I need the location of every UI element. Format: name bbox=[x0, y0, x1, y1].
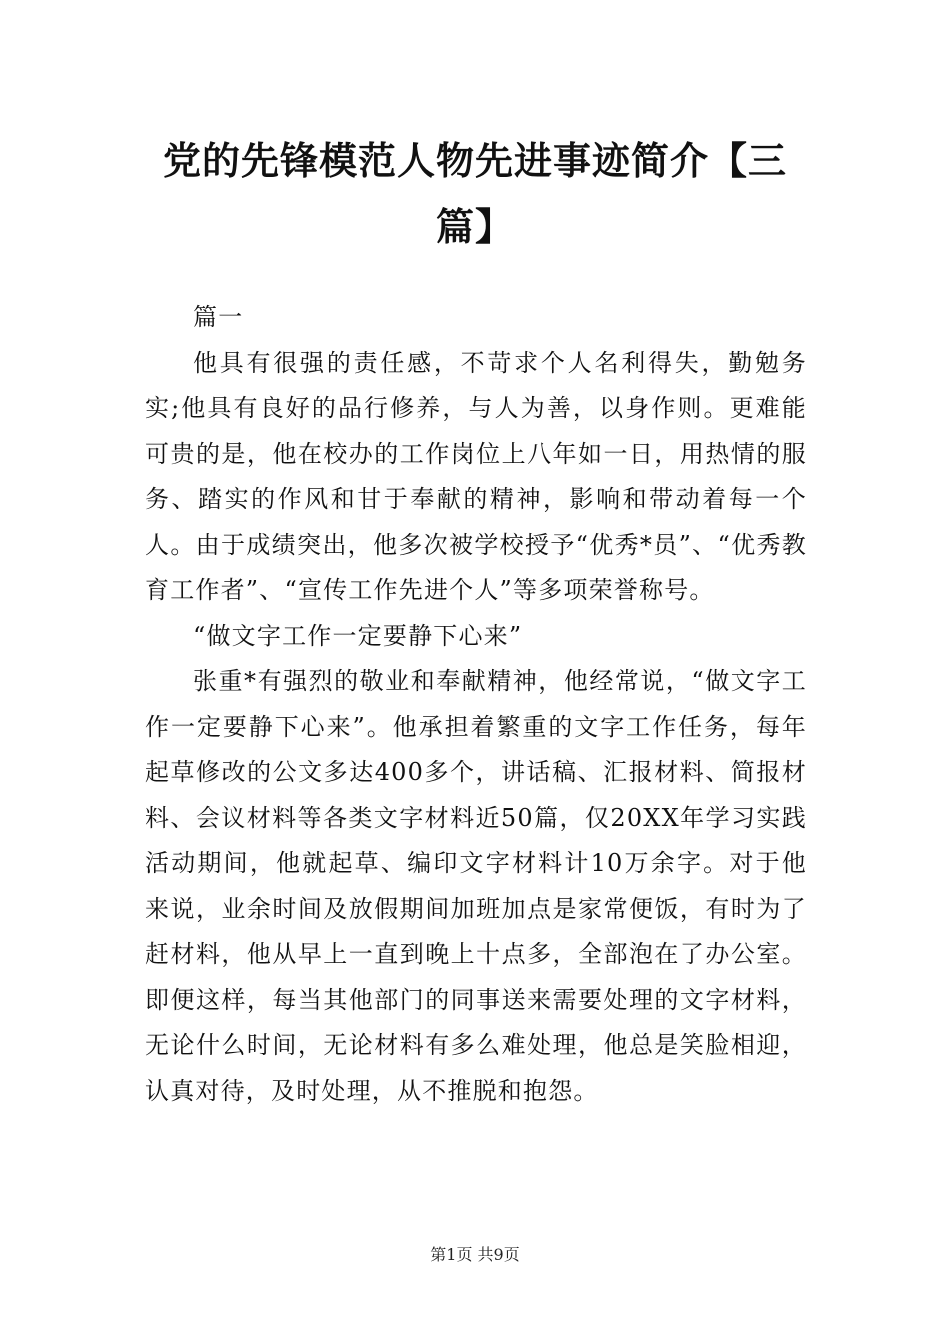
section-label: 篇一 bbox=[193, 303, 244, 331]
paragraph-2: 张重*有强烈的敬业和奉献精神，他经常说，“做文字工作一定要静下心来”。他承担着繁重的文字工作任务，每年起草修改的公文多达400多个，讲话稿、汇报材料、简报材料、会议材料等各类文字材料近50篇，仅20XX年学习实践活动期间，他就起草、编印文字材料计10万余字。对于他来说，业余时间及放假期间加班加点是家常便饭，有时为了赶材料，他从早上一直到晚上十点多，全部泡在了办公室。即便这样，每当其他部门的同事送来需要处理的文字材料，无论什么时间，无论材料有多么难处理，他总是笑脸相迎，认真对待，及时处理，从不推脱和抱怨。 bbox=[145, 667, 807, 1105]
document-title: 党的先锋模范人物先进事迹简介【三篇】 bbox=[162, 138, 787, 249]
page-footer: 第1页 共9页 bbox=[430, 1245, 520, 1264]
subheading-quote: “做文字工作一定要静下心来” bbox=[193, 621, 523, 650]
document-body bbox=[145, 295, 807, 1114]
paragraph-1: 他具有很强的责任感，不苛求个人名利得失，勤勉务实;他具有良好的品行修养，与人为善，以身作则。更难能可贵的是，他在校办的工作岗位上八年如一日，用热情的服务、踏实的作风和甘于奉献的精神，影响和带动着每一个人。由于成绩突出，他多次被学校授予“优秀*员”、“优秀教育工作者”、“宣传工作先进个人”等多项荣誉称号。 bbox=[145, 348, 807, 604]
